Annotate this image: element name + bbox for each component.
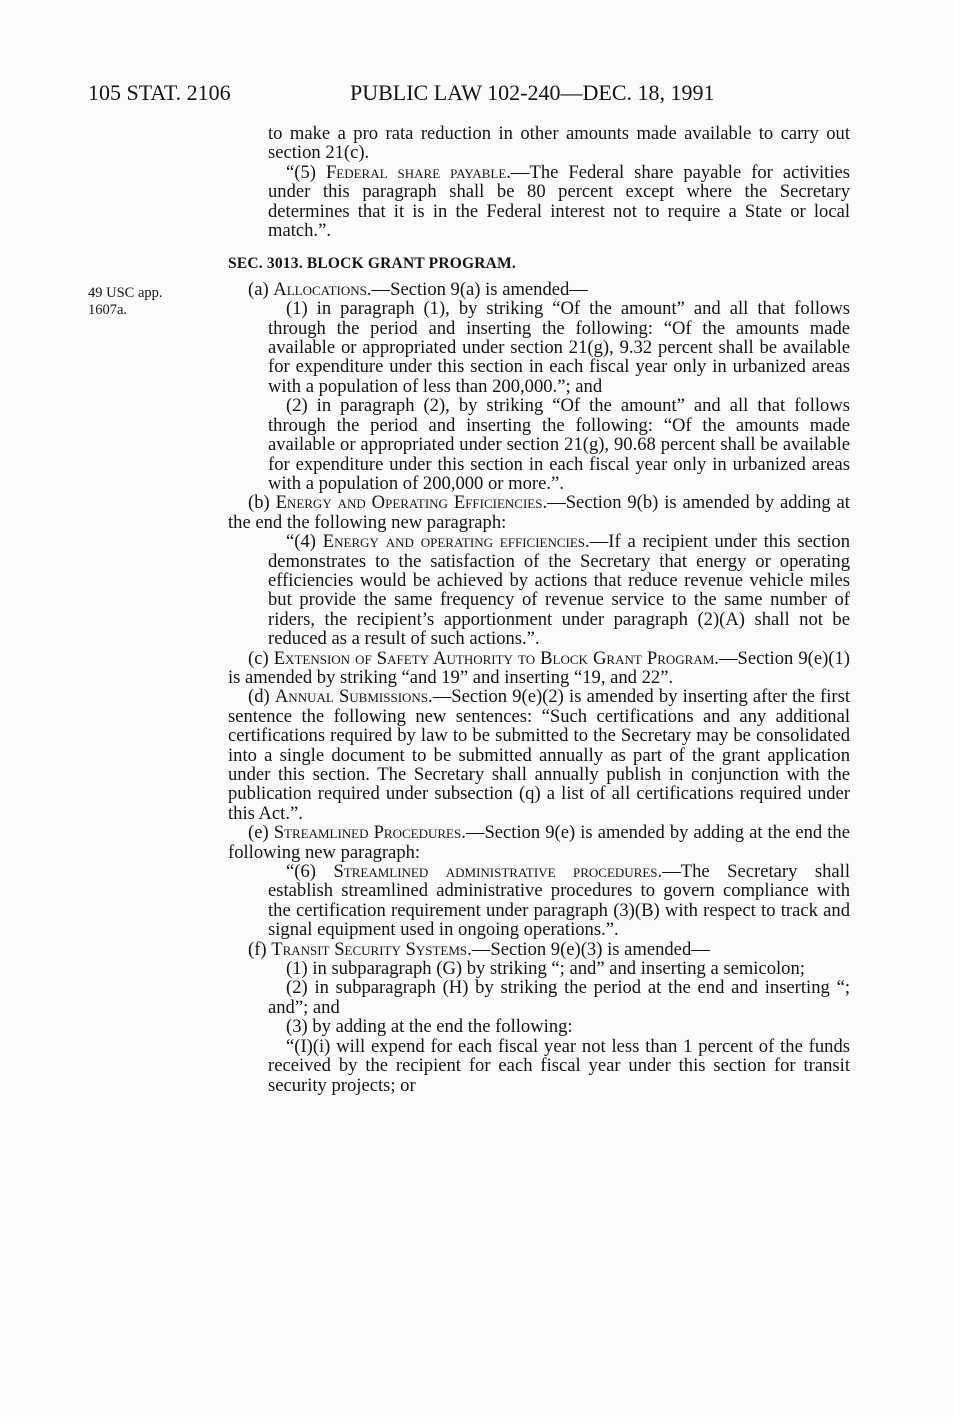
para-text: —The Federal share payable for activities under this paragraph shall be 80 percent except where the Secretary determines that it is in the Federal interest not to require a State or local match.”. (268, 161, 850, 242)
paragraph-continuation: to make a pro rata reduction in other amounts made available to carry out section 21(c). (268, 123, 850, 164)
subsection-e (228, 823, 850, 862)
subsection-c (228, 649, 850, 688)
margin-citation-line-1: 49 USC app. (88, 285, 163, 301)
subsection-f (228, 940, 850, 959)
para-lead: (f) (248, 938, 272, 960)
para-heading: Energy and Operating Efficiencies. (275, 492, 548, 514)
clause-f1: (1) in subparagraph (G) by striking “; and” and inserting a semicolon; (286, 958, 805, 980)
clause-a1: (1) in paragraph (1), by striking “Of the amount” and all that follows through the period and inserting the following: “Of the amounts made available or appropriated under section 21(g), 9.32 percent shall be available for expenditure under this section in each fiscal year only in urbanized areas with a population of less than 200,000.”; and (268, 298, 850, 397)
para-lead: (d) (248, 686, 275, 708)
clause-f3-text: “(I)(i) will expend for each fiscal year not less than 1 percent of the funds received by the recipient for each fiscal year under this section for transit security projects; or (268, 1035, 850, 1096)
paragraph-federal-share (228, 163, 850, 241)
para-heading: Allocations. (273, 278, 372, 300)
para-heading: Energy and operating efficiencies. (322, 531, 590, 553)
para-lead: (b) (248, 492, 276, 514)
para-text: —Section 9(e)(3) is amended— (471, 938, 710, 960)
subsection-a (228, 280, 850, 299)
margin-citation-line-2: 1607a. (88, 302, 128, 318)
paragraph-streamlined-procedures (228, 862, 850, 940)
para-text: —Section 9(b) is amended by adding at the end the following new paragraph: (228, 492, 850, 533)
para-heading: Extension of Safety Authority to Block Grant Program. (273, 647, 719, 669)
para-lead: “(4) (286, 531, 323, 553)
para-lead: “(6) (286, 861, 334, 883)
subsection-d (228, 687, 850, 823)
clause-a2: (2) in paragraph (2), by striking “Of the amount” and all that follows through the period and inserting the following: “Of the amounts made available or appropriated under section 21(g), 90.68 percent shall be available for expenditure under this section in each fiscal year only in urbanized areas with a population of 200,000 or more.”. (268, 395, 850, 494)
para-heading: Transit Security Systems. (271, 938, 472, 960)
para-heading: Annual Submissions. (274, 686, 433, 708)
margin-citation (88, 285, 198, 319)
para-lead: (c) (248, 647, 274, 669)
para-heading: Streamlined administrative procedures. (333, 861, 663, 883)
para-text: —Section 9(e)(1) is amended by striking “and 19” and inserting “19, and 22”. (228, 647, 850, 688)
para-lead: “(5) (286, 161, 326, 183)
para-lead: (a) (248, 278, 274, 300)
stat-page-number: 105 STAT. 2106 (88, 80, 231, 105)
page-header (88, 78, 868, 108)
para-heading: Federal share payable. (325, 161, 511, 183)
para-text: —The Secretary shall establish streamlined administrative procedures to govern compliance with the certification requirement under paragraph (3)(B) with respect to track and signal equipment used in ongoing operations.”. (268, 861, 850, 941)
subsection-b (228, 493, 850, 532)
clause-f2: (2) in subparagraph (H) by striking the period at the end and inserting “; and”; and (268, 977, 850, 1018)
para-text: —Section 9(a) is amended— (371, 278, 588, 300)
document-body (228, 124, 850, 1095)
para-text: —Section 9(e)(2) is amended by inserting after the first sentence the following new sentences: “Such certifications and any additional certifications required by law to be submitted to the Secretary may be consolidated into a single document to be submitted annually as part of the grant application under this section. The Secretary shall annually publish in conjunction with the publication required under subsection (q) a list of all certifications required under this Act.”. (228, 686, 850, 824)
para-text: —Section 9(e) is amended by adding at the end the following new paragraph: (228, 822, 850, 863)
para-lead: (e) (248, 822, 274, 844)
para-heading: Streamlined Procedures. (273, 822, 466, 844)
para-text: —If a recipient under this section demonstrates to the satisfaction of the Secretary that energy or operating efficiencies would be achieved by actions that reduce revenue vehicle miles but provide the same frequency of revenue service to the same number of riders, the recipient’s apportionment under paragraph (2)(A) shall not be reduced as a result of such actions.”. (268, 531, 850, 650)
clause-f3: (3) by adding at the end the following: (286, 1016, 573, 1038)
public-law-title: PUBLIC LAW 102-240—DEC. 18, 1991 (350, 80, 715, 105)
section-heading: SEC. 3013. BLOCK GRANT PROGRAM. (228, 255, 516, 273)
paragraph-energy-efficiencies (228, 532, 850, 648)
